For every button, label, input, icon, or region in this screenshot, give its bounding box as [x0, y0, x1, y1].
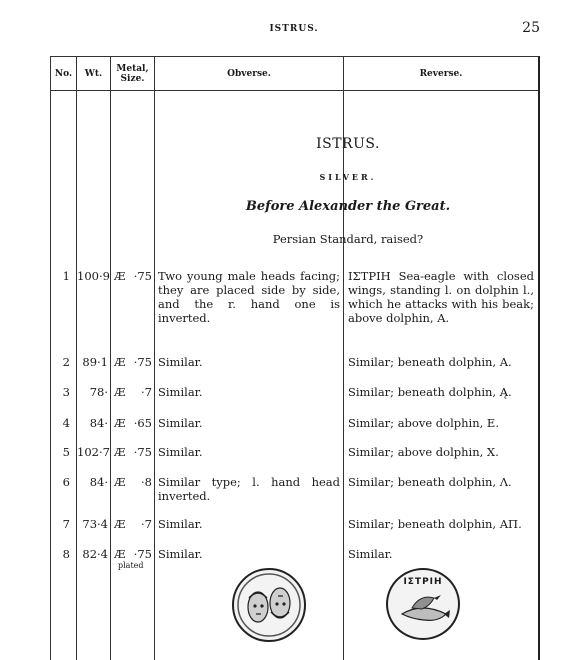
column-rule [110, 56, 111, 660]
row-number: 3 [62, 385, 70, 399]
row-weight: 102·7 [77, 445, 110, 459]
table-header-rule [50, 90, 539, 91]
row-size: ·75 [133, 445, 152, 459]
row-reverse: Similar. [348, 547, 393, 561]
row-size-note: plated [118, 561, 144, 570]
row-reverse: Similar; beneath dolphin, ΑΠ. [348, 517, 522, 531]
standard-heading: Persian Standard, raised? [272, 232, 424, 246]
row-reverse: Similar; above dolphin, Ε. [348, 416, 499, 430]
period-heading: Before Alexander the Great. [245, 199, 451, 214]
header-metal-size: Metal, Size. [116, 64, 149, 84]
row-size: ·65 [133, 416, 152, 430]
row-metal: Æ [114, 269, 126, 283]
row-reverse: Similar; beneath dolphin, Λ. [348, 475, 512, 489]
row-metal: Æ [114, 445, 126, 459]
row-size: ·7 [141, 517, 152, 531]
row-obverse: Similar type; l. hand head inverted. [158, 475, 340, 503]
row-weight: 82·4 [82, 547, 108, 561]
row-metal: Æ [114, 547, 126, 561]
coin-legend: ΙΣΤΡΙΗ [403, 577, 443, 587]
row-metal: Æ [114, 355, 126, 369]
row-obverse: Two young male heads facing; they are placed side by side, and the r. hand one is inverted. [158, 269, 340, 325]
header-no: No. [54, 69, 73, 79]
header-reverse: Reverse. [419, 69, 463, 79]
row-weight: 73·4 [82, 517, 108, 531]
row-weight: 84· [89, 475, 108, 489]
row-obverse: Similar. [158, 416, 203, 430]
row-metal: Æ [114, 416, 126, 430]
row-number: 6 [62, 475, 70, 489]
metal-heading: SILVER. [319, 172, 377, 182]
row-obverse: Similar. [158, 445, 203, 459]
row-metal: Æ [114, 517, 126, 531]
table-top-rule [50, 56, 539, 57]
row-metal: Æ [114, 475, 126, 489]
column-rule [154, 56, 155, 660]
header-obverse: Obverse. [227, 69, 271, 79]
row-number: 5 [62, 445, 70, 459]
row-size: ·75 [133, 355, 152, 369]
row-size: ·7 [141, 385, 152, 399]
page-number: 25 [522, 20, 540, 36]
row-reverse: Similar; above dolphin, Χ. [348, 445, 499, 459]
column-rule [538, 56, 540, 660]
obverse-coin-illustration [232, 568, 306, 642]
row-obverse: Similar. [158, 385, 203, 399]
row-number: 1 [62, 269, 70, 283]
row-obverse: Similar. [158, 517, 203, 531]
running-head: ISTRUS. [269, 24, 319, 34]
row-size: ·8 [141, 475, 152, 489]
row-reverse: Similar; beneath dolphin, Α. [348, 355, 512, 369]
row-size: ·75 [133, 547, 152, 561]
row-size: ·75 [133, 269, 152, 283]
row-obverse: Similar. [158, 547, 203, 561]
eagle-on-dolphin-icon [388, 570, 458, 638]
row-number: 7 [62, 517, 70, 531]
row-obverse: Similar. [158, 355, 203, 369]
row-weight: 84· [89, 416, 108, 430]
row-number: 2 [62, 355, 70, 369]
row-reverse: Similar; beneath dolphin, Ą. [348, 385, 512, 399]
section-title: ISTRUS. [316, 136, 380, 152]
row-weight: 89·1 [82, 355, 108, 369]
row-reverse: ΙΣΤΡΙΗ Sea-eagle with closed wings, standing l. on dolphin l., which he attacks with his beak; above dolphin, Α. [348, 269, 534, 325]
row-weight: 100·9 [77, 269, 110, 283]
row-number: 8 [62, 547, 70, 561]
row-weight: 78· [89, 385, 108, 399]
row-metal: Æ [114, 385, 126, 399]
row-number: 4 [62, 416, 70, 430]
header-weight: Wt. [84, 69, 103, 79]
reverse-coin-illustration [386, 568, 460, 640]
two-heads-icon [234, 570, 304, 640]
